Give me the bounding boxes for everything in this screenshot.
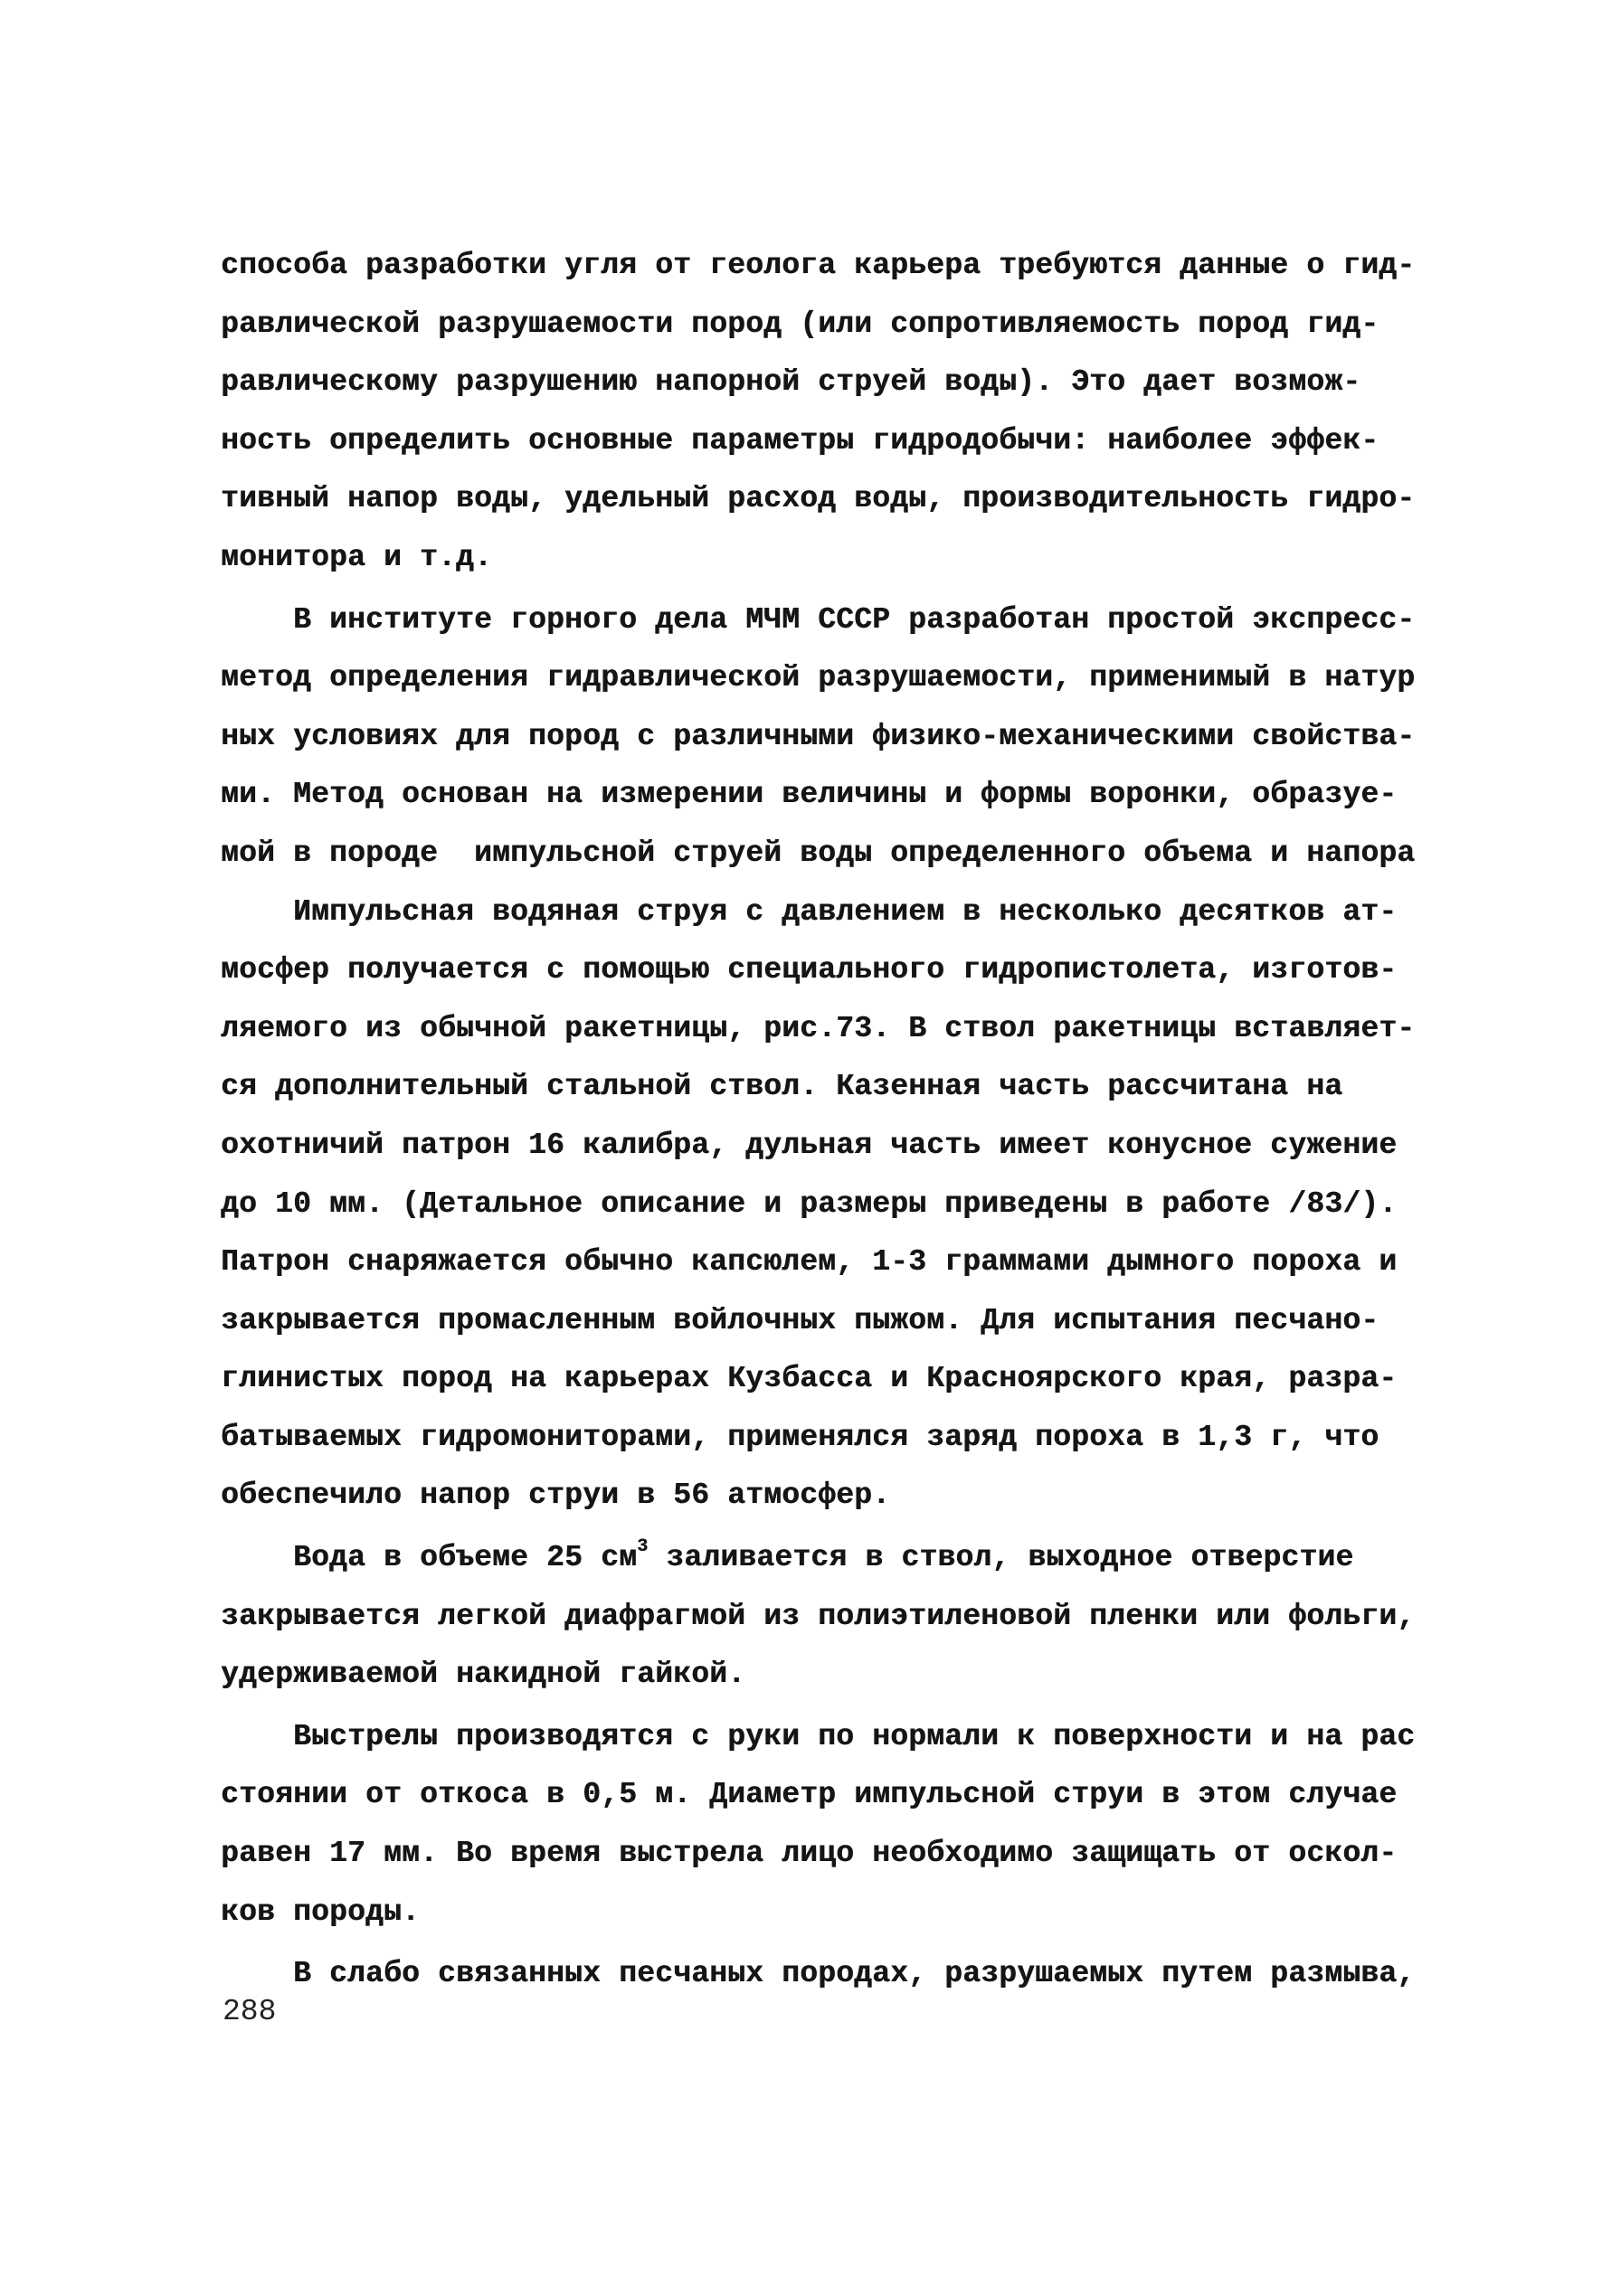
page-number: 288 [223,1995,277,2028]
text-line: ляемого из обычной ракетницы, рис.73. В ствол ракетницы вставляет- [221,1011,1416,1045]
text-line: В институте горного дела МЧМ СССР разработан простой экспресс- [221,602,1416,637]
text-line: до 10 мм. (Детальное описание и размеры приведены в работе /83/). [221,1186,1398,1221]
text-line: равлическому разрушению напорной струей воды). Это дает возмож- [221,365,1361,400]
text-line: ми. Метод основан на измерении величины и формы воронки, образуе- [221,778,1398,812]
paragraph-3 [221,883,1415,1526]
text-line: тивный напор воды, удельный расход воды, производительность гидро- [221,482,1416,516]
text-line: метод определения гидравлической разрушаемости, применимый в натур [221,661,1416,695]
text-line: Выстрелы производятся с руки по нормали к поверхности и на рас [221,1719,1416,1753]
text-line: батываемых гидромониторами, применялся заряд пороха в 1,3 г, что [221,1420,1379,1454]
text-line: ков породы. [221,1894,421,1929]
text-line: монитора и т.д. [221,540,493,574]
text-line: мой в породе импульсной струей воды определенного объема и напора [221,836,1416,870]
text-line: равен 17 мм. Во время выстрела лицо необходимо защищать от оскол- [221,1837,1398,1871]
text-line: Патрон снаряжается обычно капсюлем, 1-3 граммами дымного пороха и [221,1245,1398,1280]
text-fragment: заливается в ствол, выходное отверстие [648,1541,1354,1575]
paragraph-6 [221,1945,1415,2004]
text-line: стоянии от откоса в 0,5 м. Диаметр импульсной струи в этом случае [221,1778,1398,1812]
text-line: мосфер получается с помощью специального гидропистолета, изготов- [221,953,1398,987]
text-line: охотничий патрон 16 калибра, дульная часть имеет конусное сужение [221,1128,1398,1162]
text-line: глинистых пород на карьерах Кузбасса и Красноярского края, разра- [221,1362,1398,1396]
text-line-with-superscript [221,1529,1415,1588]
paragraph-5 [221,1708,1415,1942]
text-fragment: Вода в объеме 25 см [221,1541,638,1575]
text-line: закрывается промасленным войлочных пыжом. Для испытания песчано- [221,1303,1379,1337]
text-line: Импульсная водяная струя с давлением в несколько десятков ат- [221,894,1398,929]
text-line: закрывается легкой диафрагмой из полиэтиленовой пленки или фольги, [221,1599,1416,1633]
text-line: обеспечило напор струи в 56 атмосфер. [221,1479,891,1513]
paragraph-1 [221,237,1415,588]
text-line: В слабо связанных песчаных породах, разрушаемых путем размыва, [221,1957,1416,1991]
text-line: ных условиях для пород с различными физико-механическими свойства- [221,719,1416,753]
superscript-exponent: 3 [637,1536,649,1558]
paragraph-2 [221,591,1415,883]
paragraph-4 [221,1529,1415,1705]
text-line: равлической разрушаемости пород (или сопротивляемость пород гид- [221,307,1379,341]
text-line: способа разработки угля от геолога карьера требуются данные о гид- [221,249,1416,282]
text-line: удерживаемой накидной гайкой. [221,1658,746,1692]
text-line: ность определить основные параметры гидродобычи: наиболее эффек- [221,423,1379,458]
text-line: ся дополнительный стальной ствол. Казенная часть рассчитана на [221,1070,1343,1104]
body-text [221,237,1415,2004]
